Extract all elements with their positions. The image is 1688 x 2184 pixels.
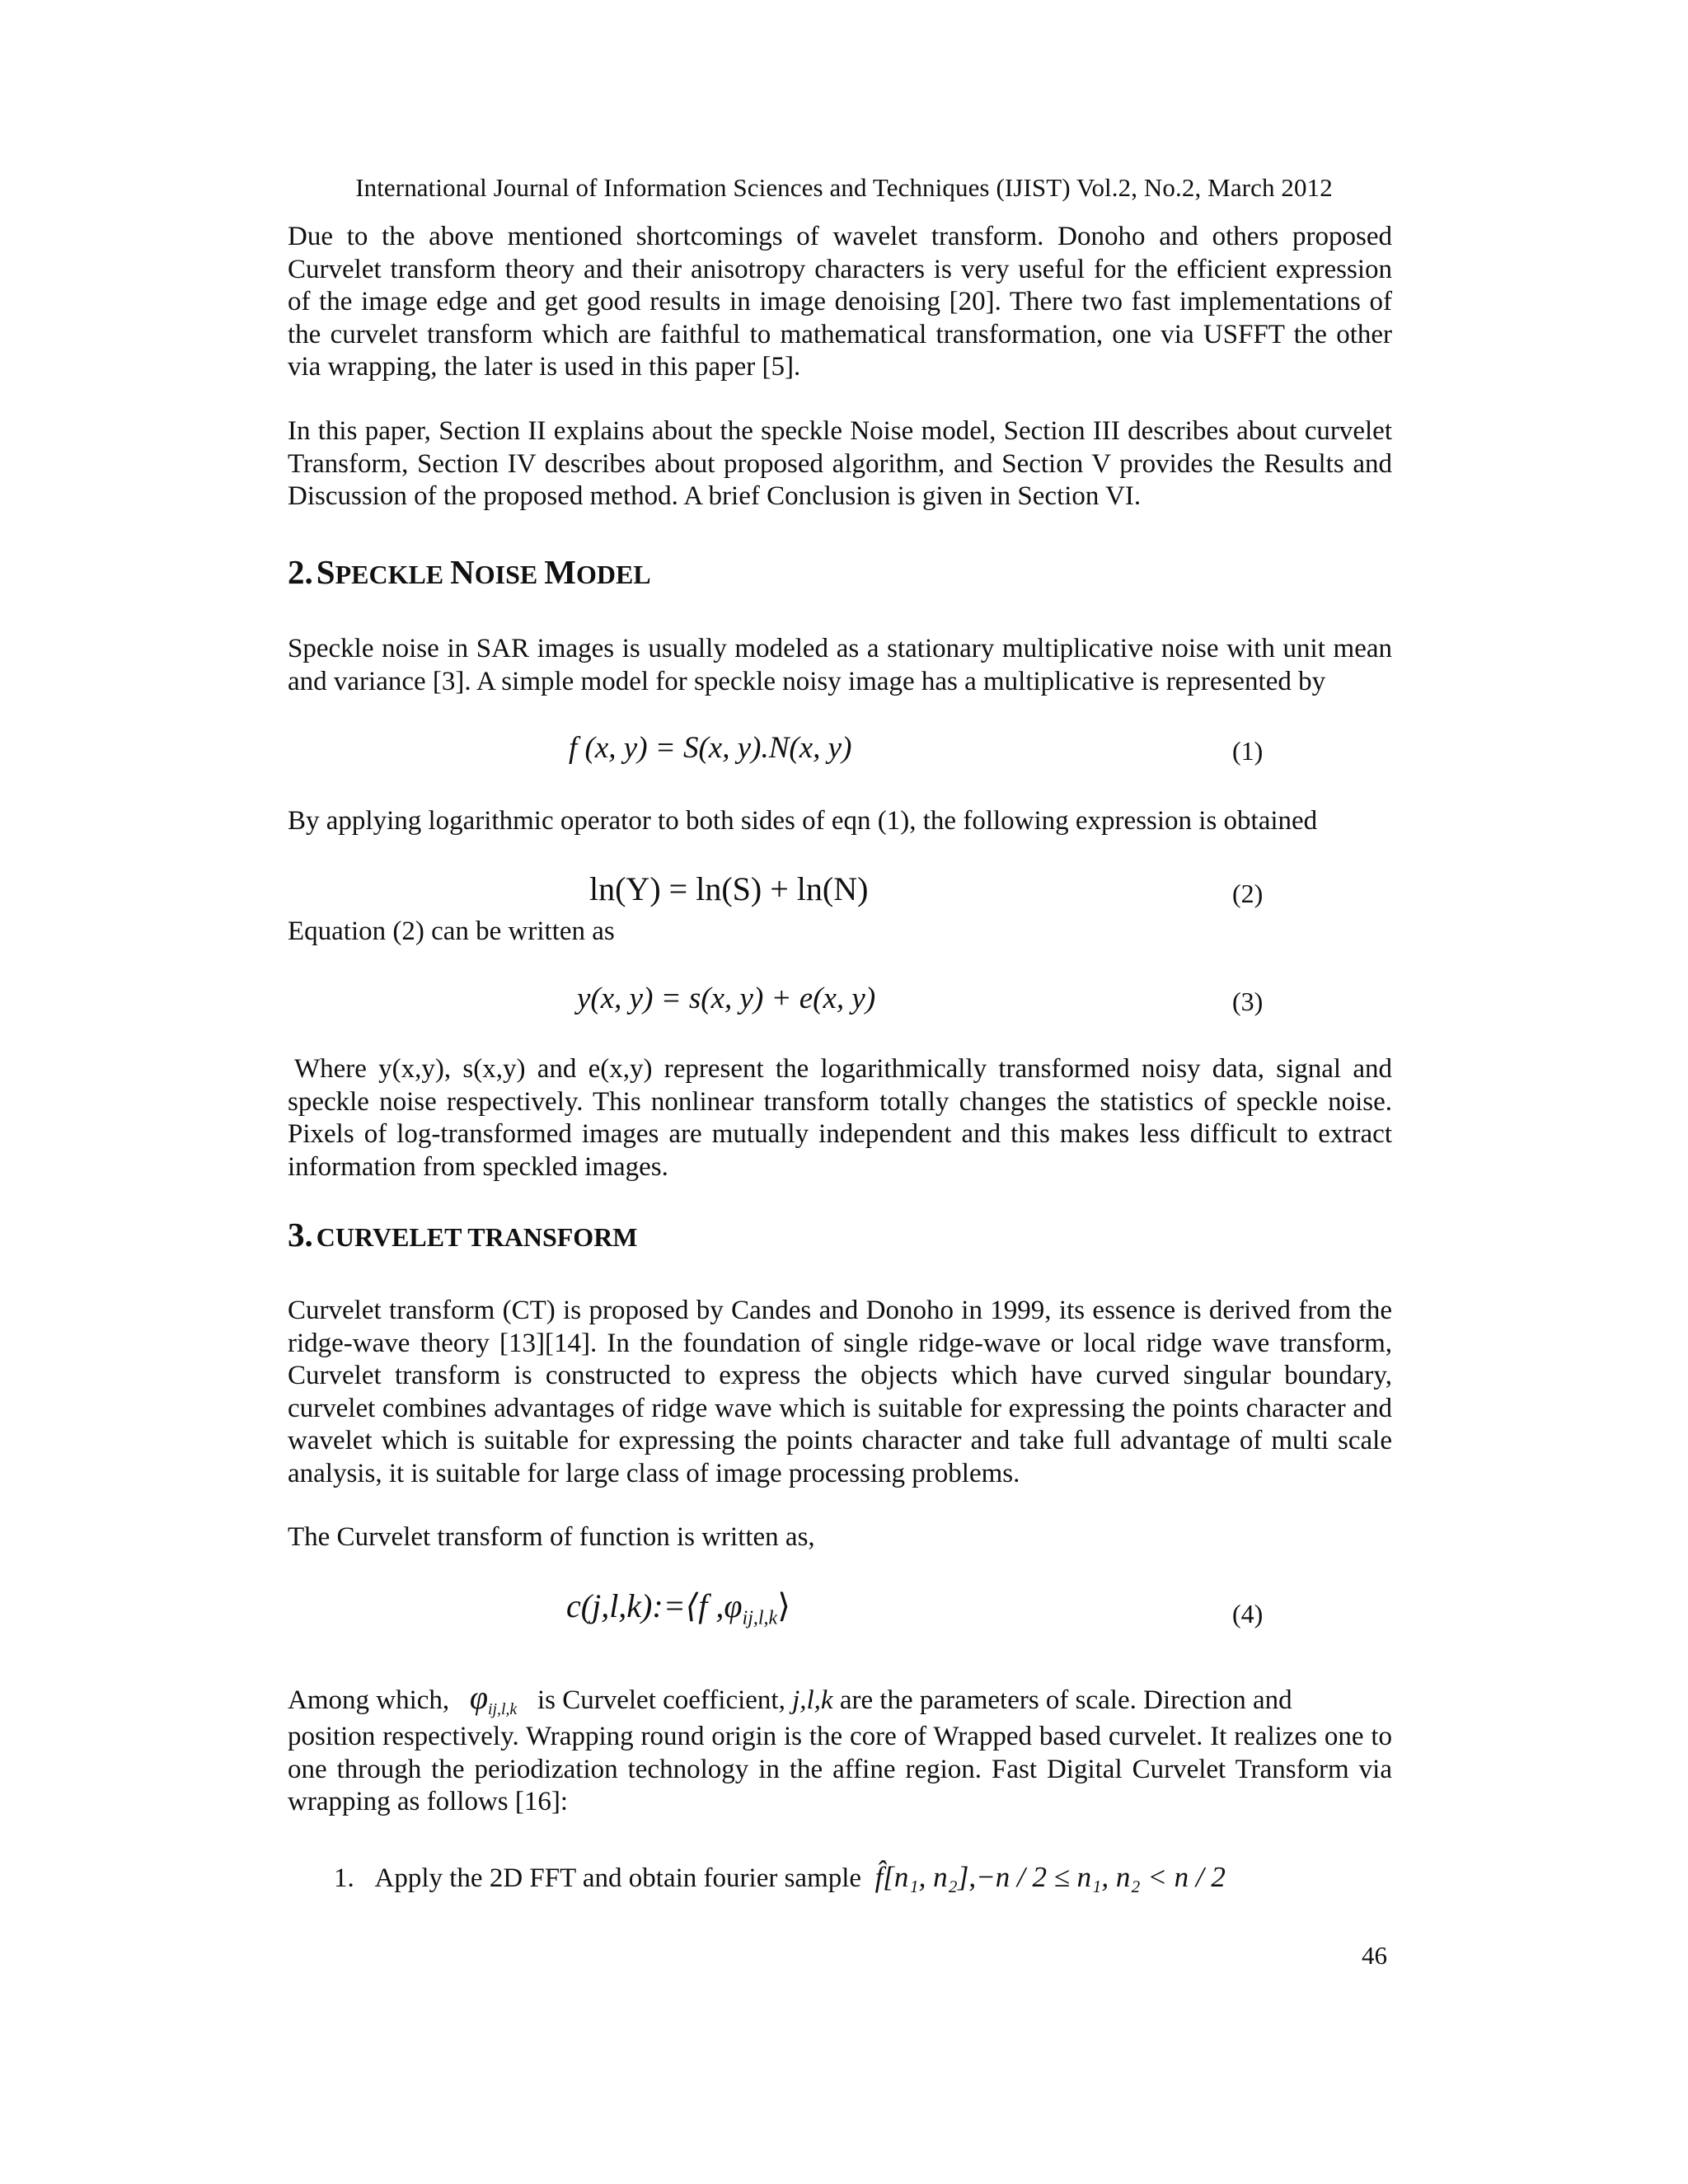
equation-2: ln(Y) = ln(S) + ln(N): [589, 870, 869, 907]
curvelet-function-lead: The Curvelet transform of function is written as,: [288, 1522, 815, 1552]
equation-1-number: (1): [1232, 736, 1264, 766]
equation-4-number: (4): [1232, 1599, 1264, 1629]
equation-4-body: c(j,l,k):=⟨f ,φ: [566, 1587, 743, 1624]
section-2-smallcaps-2: OISE: [474, 560, 545, 589]
running-header: International Journal of Information Sciences and Techniques (IJIST) Vol.2, No.2, March 2012: [355, 173, 1333, 202]
section-2-smallcaps-3: ODEL: [575, 560, 651, 589]
equation-4: [566, 1586, 790, 1629]
log-transform-paragraph: Where y(x,y), s(x,y) and e(x,y) represent the logarithmically transformed noisy data, signal and speckle noise respectively. This nonlinear transform totally changes the statistics of speckle noise. Pixels of log-transformed images are mutually independent and this makes less difficult to extract information from speckled images.: [288, 1054, 1392, 1182]
coefficient-line: [288, 1681, 1392, 1726]
section-3-title: CURVELET TRANSFORM: [316, 1222, 638, 1252]
step-1-label: 1.: [334, 1863, 354, 1893]
section-3-number: 3.: [288, 1216, 313, 1254]
equation-2-lead: Equation (2) can be written as: [288, 916, 615, 946]
section-2-cap-m: M: [544, 553, 576, 591]
step-1-text: Apply the 2D FFT and obtain fourier sample: [374, 1863, 862, 1893]
equation-4-subscript: ij,l,k: [742, 1607, 778, 1629]
equation-4-close: ⟩: [777, 1587, 790, 1624]
coefficient-line-lead: Among which,: [288, 1685, 450, 1715]
outline-paragraph: In this paper, Section II explains about the speckle Noise model, Section III describes about curvelet Transform, Section IV describes about proposed algorithm, and Section V provides the Results and Discussion of the proposed method. A brief Conclusion is given in Section VI.: [288, 416, 1392, 511]
step-1-math: f̂[n₁, n₂],−n / 2 ≤ n₁, n₂ < n / 2: [874, 1861, 1226, 1893]
section-2-heading: [288, 552, 651, 592]
equation-3-number: (3): [1232, 987, 1264, 1016]
phi-symbol: φ: [469, 1679, 489, 1716]
equation-2-number: (2): [1232, 879, 1264, 908]
intro-paragraph: Due to the above mentioned shortcomings of wavelet transform. Donoho and others proposed Curvelet transform theory and their anisotropy characters is very useful for the efficient expression of the image edge and get good results in image denoising [20]. There two fast implementations of the curvelet transform which are faithful to mathematical transformation, one via USFFT the other via wrapping, the later is used in this paper [5].: [288, 222, 1392, 382]
page-number: 46: [1362, 1941, 1387, 1970]
equation-1: f (x, y) = S(x, y).N(x, y): [569, 731, 852, 765]
equation-3: y(x, y) = s(x, y) + e(x, y): [577, 982, 876, 1015]
section-3-heading: [288, 1215, 638, 1254]
coefficient-params: j,l,k: [792, 1685, 833, 1715]
speckle-model-paragraph: Speckle noise in SAR images is usually modeled as a stationary multiplicative noise with unit mean and variance [3]. A simple model for speckle noisy image has a multiplicative is represented by: [288, 634, 1392, 696]
wrapping-paragraph: position respectively. Wrapping round origin is the core of Wrapped based curvelet. It realizes one to one through the periodization technology in the affine region. Fast Digital Curvelet Transform via wrapping as follows [16]:: [288, 1722, 1392, 1816]
coefficient-line-mid: is Curvelet coefficient,: [537, 1685, 785, 1715]
log-operator-paragraph: By applying logarithmic operator to both sides of eqn (1), the following expression is obtained: [288, 806, 1318, 836]
coefficient-line-end: are the parameters of scale. Direction and: [839, 1685, 1292, 1715]
step-1: [334, 1861, 1226, 1894]
section-2-number: 2.: [288, 553, 313, 591]
curvelet-intro-paragraph: Curvelet transform (CT) is proposed by Candes and Donoho in 1999, its essence is derived from the ridge-wave theory [13][14]. In the foundation of single ridge-wave or local ridge wave transform, Curvelet transform is constructed to express the objects which have curved singular boundary, curvelet combines advantages of ridge wave which is suitable for expressing the points character and wavelet which is suitable for expressing the points character and take full advantage of multi scale analysis, it is suitable for large class of image processing problems.: [288, 1296, 1392, 1488]
section-2-smallcaps-1: PECKLE: [335, 560, 451, 589]
section-2-cap-n: N: [450, 553, 475, 591]
phi-subscript: ij,l,k: [488, 1699, 518, 1718]
section-2-cap-s: S: [316, 553, 335, 591]
